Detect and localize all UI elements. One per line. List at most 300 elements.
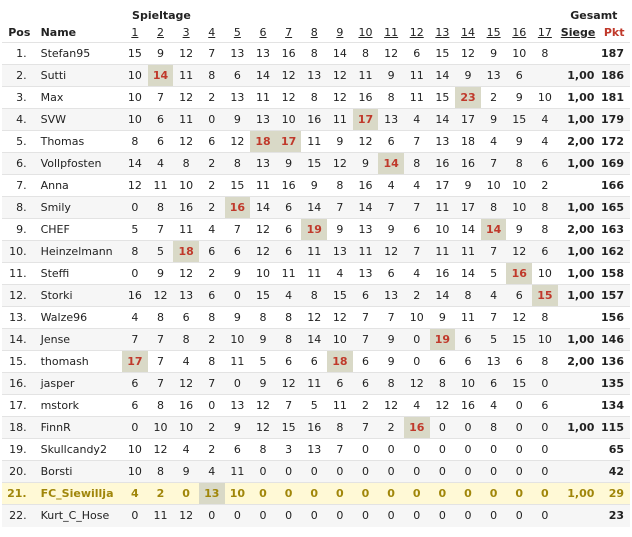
row-matchday-score: 14 <box>148 65 174 87</box>
row-matchday-score: 8 <box>353 43 379 65</box>
row-matchday-score: 10 <box>122 461 148 483</box>
row-matchday-score: 16 <box>430 153 456 175</box>
row-matchday-score: 2 <box>199 87 225 109</box>
row-matchday-score: 16 <box>301 417 327 439</box>
row-matchday-score: 17 <box>455 109 481 131</box>
column-header-matchday[interactable]: 3 <box>182 25 190 39</box>
row-matchday-score: 7 <box>404 241 430 263</box>
row-matchday-score: 11 <box>404 87 430 109</box>
row-matchday-score: 10 <box>532 87 558 109</box>
row-position: 18. <box>2 417 37 439</box>
column-header-name: Name <box>40 25 77 39</box>
row-points: 187 <box>598 43 630 65</box>
row-wins: 1,00 <box>558 197 599 219</box>
row-matchday-score: 0 <box>404 461 430 483</box>
row-matchday-score: 13 <box>481 351 507 373</box>
row-matchday-score: 17 <box>430 175 456 197</box>
column-header-wins[interactable]: Siege <box>560 25 596 39</box>
row-matchday-score: 0 <box>455 417 481 439</box>
column-header-matchday[interactable]: 14 <box>460 25 475 39</box>
row-matchday-score: 12 <box>301 307 327 329</box>
row-matchday-score: 11 <box>301 373 327 395</box>
column-header-matchday[interactable]: 16 <box>512 25 527 39</box>
row-matchday-score: 0 <box>506 439 532 461</box>
row-points: 146 <box>598 329 630 351</box>
row-matchday-score: 9 <box>225 109 251 131</box>
row-matchday-score: 4 <box>404 263 430 285</box>
row-matchday-score: 4 <box>532 131 558 153</box>
row-matchday-score: 8 <box>430 373 456 395</box>
row-matchday-score: 8 <box>148 395 174 417</box>
row-matchday-score: 6 <box>353 285 379 307</box>
column-header-matchday[interactable]: 11 <box>384 25 399 39</box>
row-matchday-score: 2 <box>404 285 430 307</box>
row-position: 13. <box>2 307 37 329</box>
table-row <box>2 197 630 219</box>
row-matchday-score: 4 <box>532 109 558 131</box>
row-matchday-score: 14 <box>378 153 404 175</box>
row-matchday-score: 7 <box>404 131 430 153</box>
row-matchday-score: 8 <box>250 307 276 329</box>
row-matchday-score: 13 <box>430 131 456 153</box>
row-matchday-score: 4 <box>481 131 507 153</box>
row-matchday-score: 9 <box>506 219 532 241</box>
row-matchday-score: 16 <box>173 395 199 417</box>
row-matchday-score: 10 <box>173 417 199 439</box>
row-matchday-score: 9 <box>148 263 174 285</box>
row-matchday-score: 11 <box>327 395 353 417</box>
row-matchday-score: 8 <box>506 153 532 175</box>
row-matchday-score: 14 <box>327 43 353 65</box>
table-row <box>2 87 630 109</box>
row-matchday-score: 10 <box>404 307 430 329</box>
row-matchday-score: 6 <box>404 219 430 241</box>
row-matchday-score: 16 <box>404 417 430 439</box>
row-position: 5. <box>2 131 37 153</box>
row-matchday-score: 12 <box>327 307 353 329</box>
row-matchday-score: 0 <box>122 197 148 219</box>
row-player-name: Max <box>37 87 122 109</box>
row-matchday-score: 6 <box>199 285 225 307</box>
table-row <box>2 395 630 417</box>
row-matchday-score: 12 <box>148 439 174 461</box>
column-header-matchday[interactable]: 6 <box>259 25 267 39</box>
row-matchday-score: 0 <box>378 483 404 505</box>
column-header-matchday[interactable]: 1 <box>131 25 139 39</box>
row-matchday-score: 11 <box>173 109 199 131</box>
row-matchday-score: 9 <box>173 461 199 483</box>
column-header-matchday[interactable]: 10 <box>358 25 373 39</box>
row-matchday-score: 7 <box>353 307 379 329</box>
row-matchday-score: 9 <box>506 87 532 109</box>
row-matchday-score: 9 <box>353 153 379 175</box>
row-matchday-score: 11 <box>173 65 199 87</box>
column-header-matchday[interactable]: 9 <box>336 25 344 39</box>
row-matchday-score: 11 <box>148 505 174 527</box>
row-matchday-score: 11 <box>276 263 302 285</box>
row-matchday-score: 10 <box>327 329 353 351</box>
row-matchday-score: 13 <box>225 87 251 109</box>
column-header-matchday[interactable]: 7 <box>285 25 293 39</box>
column-header-matchday[interactable]: 13 <box>435 25 450 39</box>
row-matchday-score: 16 <box>353 175 379 197</box>
row-matchday-score: 10 <box>225 329 251 351</box>
column-header-pos: Pos <box>8 25 31 39</box>
row-player-name: Steffi <box>37 263 122 285</box>
row-matchday-score: 16 <box>430 263 456 285</box>
row-matchday-score: 0 <box>455 505 481 527</box>
row-matchday-score: 16 <box>276 175 302 197</box>
row-position: 3. <box>2 87 37 109</box>
column-header-matchday[interactable]: 2 <box>156 25 164 39</box>
row-position: 9. <box>2 219 37 241</box>
row-points: 29 <box>598 483 630 505</box>
row-matchday-score: 8 <box>532 351 558 373</box>
column-header-matchday[interactable]: 15 <box>486 25 501 39</box>
row-matchday-score: 6 <box>481 373 507 395</box>
row-matchday-score: 13 <box>225 43 251 65</box>
row-matchday-score: 17 <box>122 351 148 373</box>
row-matchday-score: 0 <box>404 483 430 505</box>
row-matchday-score: 15 <box>250 285 276 307</box>
row-player-name: Stefan95 <box>37 43 122 65</box>
row-player-name: Smily <box>37 197 122 219</box>
row-matchday-score: 9 <box>455 65 481 87</box>
row-matchday-score: 18 <box>327 351 353 373</box>
row-matchday-score: 7 <box>148 329 174 351</box>
row-matchday-score: 16 <box>455 153 481 175</box>
row-position: 20. <box>2 461 37 483</box>
row-matchday-score: 4 <box>173 439 199 461</box>
row-matchday-score: 0 <box>327 461 353 483</box>
table-row <box>2 461 630 483</box>
row-matchday-score: 0 <box>378 505 404 527</box>
row-matchday-score: 18 <box>173 241 199 263</box>
row-matchday-score: 0 <box>404 505 430 527</box>
row-matchday-score <box>532 65 558 87</box>
column-header-matchday[interactable]: 12 <box>409 25 424 39</box>
row-matchday-score: 9 <box>148 43 174 65</box>
row-matchday-score: 0 <box>173 483 199 505</box>
row-matchday-score: 6 <box>225 241 251 263</box>
table-row <box>2 219 630 241</box>
row-position: 11. <box>2 263 37 285</box>
row-matchday-score: 8 <box>173 329 199 351</box>
row-matchday-score: 8 <box>225 153 251 175</box>
row-matchday-score: 8 <box>250 439 276 461</box>
row-matchday-score: 15 <box>430 43 456 65</box>
table-row <box>2 241 630 263</box>
row-points: 181 <box>598 87 630 109</box>
row-matchday-score: 0 <box>250 505 276 527</box>
row-matchday-score: 0 <box>327 483 353 505</box>
row-wins: 1,00 <box>558 109 599 131</box>
row-points: 166 <box>598 175 630 197</box>
row-matchday-score: 8 <box>148 197 174 219</box>
table-row <box>2 439 630 461</box>
row-matchday-score: 6 <box>506 351 532 373</box>
row-matchday-score: 9 <box>225 417 251 439</box>
row-matchday-score: 6 <box>532 395 558 417</box>
row-matchday-score: 4 <box>404 395 430 417</box>
row-matchday-score: 9 <box>250 329 276 351</box>
row-player-name: Borsti <box>37 461 122 483</box>
row-matchday-score: 0 <box>327 505 353 527</box>
row-matchday-score: 4 <box>327 263 353 285</box>
row-matchday-score: 12 <box>455 43 481 65</box>
row-matchday-score: 13 <box>481 65 507 87</box>
row-wins: 1,00 <box>558 329 599 351</box>
row-matchday-score: 0 <box>353 483 379 505</box>
row-matchday-score: 0 <box>301 461 327 483</box>
row-matchday-score: 17 <box>353 109 379 131</box>
row-wins: 1,00 <box>558 417 599 439</box>
row-matchday-score: 10 <box>455 373 481 395</box>
row-matchday-score: 7 <box>327 197 353 219</box>
row-matchday-score: 6 <box>225 65 251 87</box>
row-matchday-score: 7 <box>148 87 174 109</box>
row-matchday-score: 0 <box>353 505 379 527</box>
row-matchday-score: 11 <box>301 131 327 153</box>
row-matchday-score: 8 <box>301 87 327 109</box>
row-matchday-score: 4 <box>404 175 430 197</box>
row-matchday-score: 13 <box>327 241 353 263</box>
row-matchday-score: 8 <box>327 417 353 439</box>
row-matchday-score: 6 <box>199 131 225 153</box>
row-wins: 1,00 <box>558 153 599 175</box>
row-matchday-score: 7 <box>327 439 353 461</box>
row-matchday-score: 0 <box>301 483 327 505</box>
row-matchday-score: 0 <box>404 329 430 351</box>
row-matchday-score: 2 <box>148 483 174 505</box>
row-position: 6. <box>2 153 37 175</box>
row-matchday-score: 4 <box>378 175 404 197</box>
row-matchday-score: 10 <box>122 439 148 461</box>
row-player-name: Heinzelmann <box>37 241 122 263</box>
row-matchday-score: 10 <box>122 65 148 87</box>
table-row <box>2 153 630 175</box>
row-player-name: FinnR <box>37 417 122 439</box>
row-player-name: Skullcandy2 <box>37 439 122 461</box>
row-position: 22. <box>2 505 37 527</box>
column-header-points: Pkt <box>603 25 625 39</box>
row-points: 172 <box>598 131 630 153</box>
column-header-matchday[interactable]: 5 <box>233 25 241 39</box>
row-matchday-score: 0 <box>225 285 251 307</box>
row-player-name: SVW <box>37 109 122 131</box>
row-matchday-score: 15 <box>122 43 148 65</box>
row-matchday-score: 13 <box>250 153 276 175</box>
row-matchday-score: 15 <box>276 417 302 439</box>
row-matchday-score: 11 <box>430 197 456 219</box>
row-matchday-score: 0 <box>532 483 558 505</box>
row-matchday-score: 6 <box>276 197 302 219</box>
row-position: 21. <box>2 483 37 505</box>
row-matchday-score: 11 <box>404 65 430 87</box>
row-points: 186 <box>598 65 630 87</box>
row-matchday-score: 8 <box>173 153 199 175</box>
row-matchday-score: 15 <box>506 109 532 131</box>
row-matchday-score: 8 <box>404 153 430 175</box>
row-matchday-score: 10 <box>276 109 302 131</box>
row-wins <box>558 373 599 395</box>
row-matchday-score: 14 <box>481 219 507 241</box>
row-matchday-score: 11 <box>301 263 327 285</box>
row-wins <box>558 439 599 461</box>
row-matchday-score: 0 <box>455 461 481 483</box>
row-matchday-score: 4 <box>199 219 225 241</box>
row-matchday-score: 9 <box>225 263 251 285</box>
row-matchday-score: 12 <box>173 87 199 109</box>
row-matchday-score: 13 <box>250 43 276 65</box>
table-row <box>2 351 630 373</box>
row-wins <box>558 175 599 197</box>
row-matchday-score: 7 <box>481 153 507 175</box>
standings-body <box>2 43 630 527</box>
row-matchday-score: 2 <box>199 175 225 197</box>
row-matchday-score: 8 <box>148 461 174 483</box>
row-matchday-score: 8 <box>199 65 225 87</box>
row-matchday-score: 8 <box>532 307 558 329</box>
table-row <box>2 329 630 351</box>
row-wins: 2,00 <box>558 219 599 241</box>
row-matchday-score: 15 <box>430 87 456 109</box>
row-matchday-score: 6 <box>532 241 558 263</box>
row-matchday-score: 0 <box>430 483 456 505</box>
row-matchday-score: 15 <box>301 153 327 175</box>
table-row <box>2 109 630 131</box>
row-matchday-score: 12 <box>250 417 276 439</box>
row-matchday-score: 5 <box>250 351 276 373</box>
row-points: 136 <box>598 351 630 373</box>
row-wins: 2,00 <box>558 131 599 153</box>
row-matchday-score: 6 <box>506 65 532 87</box>
table-row <box>2 43 630 65</box>
row-matchday-score: 0 <box>532 439 558 461</box>
row-matchday-score: 11 <box>225 351 251 373</box>
row-points: 23 <box>598 505 630 527</box>
column-header-matchday[interactable]: 4 <box>208 25 216 39</box>
row-matchday-score: 14 <box>250 65 276 87</box>
row-matchday-score: 0 <box>225 373 251 395</box>
row-wins: 1,00 <box>558 483 599 505</box>
row-matchday-score: 12 <box>327 87 353 109</box>
row-matchday-score: 9 <box>430 307 456 329</box>
table-row <box>2 373 630 395</box>
row-matchday-score: 9 <box>225 307 251 329</box>
row-matchday-score: 12 <box>276 87 302 109</box>
row-matchday-score: 7 <box>481 307 507 329</box>
row-matchday-score: 6 <box>327 373 353 395</box>
column-header-matchday[interactable]: 17 <box>537 25 552 39</box>
row-matchday-score: 0 <box>481 439 507 461</box>
row-matchday-score: 10 <box>148 417 174 439</box>
row-matchday-score: 4 <box>173 351 199 373</box>
row-matchday-score: 10 <box>506 175 532 197</box>
row-matchday-score: 7 <box>353 417 379 439</box>
column-header-row <box>2 22 630 43</box>
row-points: 165 <box>598 197 630 219</box>
column-header-matchday[interactable]: 8 <box>310 25 318 39</box>
row-matchday-score: 19 <box>430 329 456 351</box>
row-matchday-score: 9 <box>327 219 353 241</box>
row-matchday-score: 0 <box>353 461 379 483</box>
row-position: 15. <box>2 351 37 373</box>
row-position: 1. <box>2 43 37 65</box>
row-matchday-score: 12 <box>173 505 199 527</box>
row-wins: 1,00 <box>558 65 599 87</box>
row-matchday-score: 0 <box>276 461 302 483</box>
row-matchday-score: 7 <box>404 197 430 219</box>
row-matchday-score: 7 <box>148 351 174 373</box>
table-row <box>2 175 630 197</box>
row-matchday-score: 8 <box>276 329 302 351</box>
row-player-name: Sutti <box>37 65 122 87</box>
row-matchday-score: 18 <box>250 131 276 153</box>
row-matchday-score: 9 <box>250 373 276 395</box>
row-player-name: Vollpfosten <box>37 153 122 175</box>
row-matchday-score: 7 <box>148 373 174 395</box>
row-wins: 2,00 <box>558 351 599 373</box>
row-wins: 1,00 <box>558 263 599 285</box>
row-matchday-score: 7 <box>276 395 302 417</box>
row-matchday-score: 8 <box>122 131 148 153</box>
row-matchday-score: 7 <box>148 219 174 241</box>
row-matchday-score: 13 <box>353 219 379 241</box>
row-matchday-score: 5 <box>148 241 174 263</box>
row-matchday-score: 14 <box>430 65 456 87</box>
row-matchday-score: 2 <box>378 417 404 439</box>
row-wins <box>558 307 599 329</box>
row-points: 134 <box>598 395 630 417</box>
row-matchday-score: 10 <box>506 43 532 65</box>
row-matchday-score: 9 <box>378 351 404 373</box>
row-matchday-score: 8 <box>122 241 148 263</box>
row-position: 10. <box>2 241 37 263</box>
row-position: 17. <box>2 395 37 417</box>
row-matchday-score: 0 <box>199 109 225 131</box>
row-matchday-score: 2 <box>353 395 379 417</box>
matchdays-group-label: Spieltage <box>132 9 191 22</box>
row-matchday-score: 10 <box>506 197 532 219</box>
row-matchday-score: 6 <box>173 307 199 329</box>
row-points: 163 <box>598 219 630 241</box>
row-matchday-score: 15 <box>225 175 251 197</box>
row-matchday-score: 14 <box>301 197 327 219</box>
row-matchday-score: 11 <box>250 175 276 197</box>
row-player-name: thomash <box>37 351 122 373</box>
row-matchday-score: 2 <box>199 197 225 219</box>
row-player-name: CHEF <box>37 219 122 241</box>
row-matchday-score: 16 <box>455 395 481 417</box>
row-matchday-score: 10 <box>532 329 558 351</box>
row-matchday-score: 9 <box>327 131 353 153</box>
row-matchday-score: 9 <box>276 153 302 175</box>
row-matchday-score: 6 <box>225 439 251 461</box>
row-matchday-score: 8 <box>532 197 558 219</box>
row-matchday-score: 0 <box>481 461 507 483</box>
row-matchday-score: 14 <box>301 329 327 351</box>
table-row <box>2 285 630 307</box>
row-player-name: Kurt_C_Hose <box>37 505 122 527</box>
row-points: 157 <box>598 285 630 307</box>
row-matchday-score: 0 <box>481 483 507 505</box>
row-matchday-score: 0 <box>532 373 558 395</box>
row-wins: 1,00 <box>558 241 599 263</box>
row-matchday-score: 16 <box>122 285 148 307</box>
row-player-name: Thomas <box>37 131 122 153</box>
row-matchday-score: 16 <box>301 109 327 131</box>
